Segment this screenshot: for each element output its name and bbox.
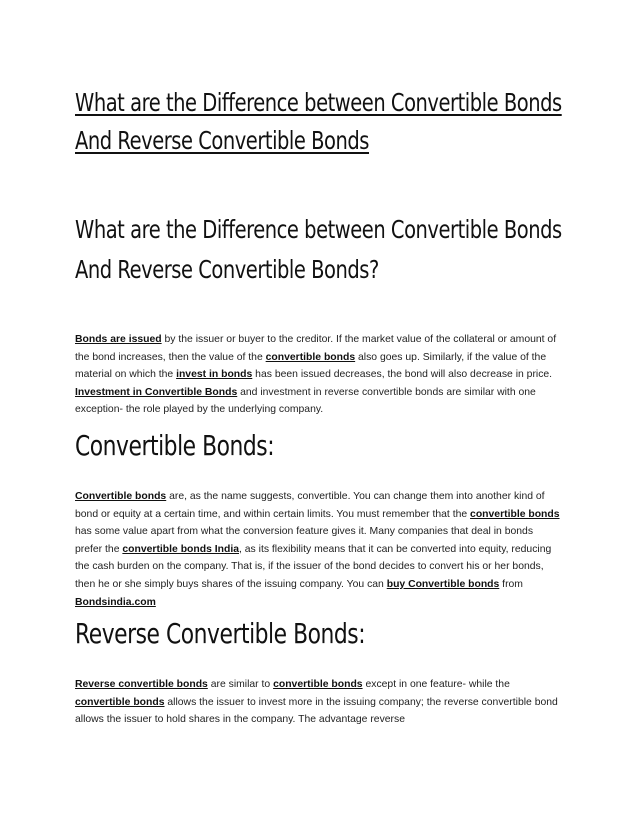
intro-text-4: and investment in reverse convertible bonds are similar with one exception- the role played by the underlying company. — [75, 386, 536, 416]
reverse-paragraph — [75, 676, 563, 729]
link-buy-convertible-bonds[interactable]: buy Convertible bonds — [386, 578, 500, 590]
convertible-paragraph — [75, 488, 563, 611]
section1-text-4: from — [499, 578, 523, 590]
page-heading — [75, 210, 562, 290]
section1-text-3: , as its flexibility means that it can be converted into equity, reducing the cash burden on the company. That is, if the issuer of the bond decides to convert his or her bonds, then he or she simply buys shares of the issuing company. You can — [75, 543, 552, 590]
section2-text-3: allows the issuer to invest more in the issuing company; the reverse convertible bond allows the issuer to hold shares in the company. The advantage reverse — [75, 696, 558, 726]
section-heading-reverse: Reverse Convertible Bonds: — [75, 617, 366, 650]
subtitle-line-1: What are the Difference between Convertible Bonds — [75, 215, 562, 244]
intro-text-2: also goes up. Similarly, if the value of the material on which the — [75, 351, 547, 381]
link-investment-in-convertible-bonds[interactable]: Investment in Convertible Bonds — [75, 386, 238, 398]
section1-text-1: are, as the name suggests, convertible. You can change them into another kind of bond or equity at a certain time, and within certain limits. You must remember that the — [75, 491, 545, 520]
link-bondsindia[interactable]: Bondsindia.com — [75, 596, 156, 608]
subtitle-line-2: And Reverse Convertible Bonds? — [75, 255, 379, 284]
section1-text-2: has some value apart from what the conversion feature gives it. Many companies that deal in bonds prefer the — [75, 526, 534, 555]
link-convertible-bonds-5[interactable]: convertible bonds — [75, 696, 165, 708]
link-convertible-bonds-3[interactable]: convertible bonds — [470, 508, 560, 520]
link-invest-in-bonds[interactable]: invest in bonds — [176, 369, 253, 381]
document-title-link[interactable] — [75, 84, 562, 160]
link-convertible-bonds-india[interactable]: convertible bonds India — [122, 543, 239, 555]
link-reverse-convertible-bonds[interactable]: Reverse convertible bonds — [75, 679, 208, 690]
link-convertible-bonds-4[interactable]: convertible bonds — [273, 679, 363, 690]
intro-paragraph — [75, 331, 563, 419]
section2-text-1: are similar to — [207, 679, 274, 690]
title-line-1[interactable]: What are the Difference between Convertible Bonds — [75, 88, 562, 117]
link-convertible-bonds-2[interactable]: Convertible bonds — [75, 491, 167, 502]
section2-text-2: except in one feature- while the — [362, 679, 510, 690]
title-line-2[interactable]: And Reverse Convertible Bonds — [75, 126, 370, 155]
link-convertible-bonds[interactable]: convertible bonds — [265, 351, 356, 363]
intro-text-1: by the issuer or buyer to the creditor. If the market value of the collateral or amount of the bond increases, then the value of the — [75, 334, 557, 363]
intro-text-3: has been issued decreases, the bond will also decrease in price. — [252, 369, 553, 381]
link-bonds-are-issued[interactable]: Bonds are issued — [75, 334, 162, 345]
section-heading-convertible: Convertible Bonds: — [75, 429, 275, 462]
